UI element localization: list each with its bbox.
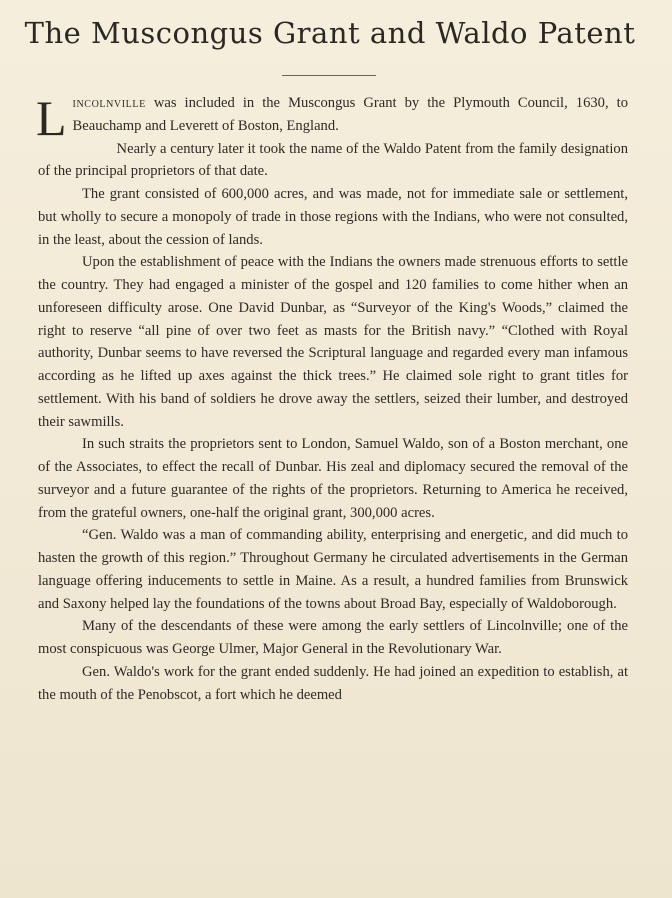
- paragraph-4: Upon the establishment of peace with the Indians the owners made strenuous efforts to settle the country. They had engaged a minister of the gospel and 120 families to come hither when an unforeseen difficulty arose. One David Dunbar, as “Surveyor of the King's Woods,” claimed the right to reserve “all pine of over two feet as masts for the British navy.” “Clothed with Royal authority, Dunbar seems to have reversed the Scriptural language and regarded every man infamous according as he lifted up axes against the thick trees.” He claimed sole right to grant titles for settlement. With his band of soldiers he drove away the settlers, seized their lumber, and destroyed their sawmills.: [38, 254, 628, 430]
- paragraph-1: [36, 90, 628, 146]
- paragraph-8: Gen. Waldo's work for the grant ended suddenly. He had joined an expedition to establish, at the mouth of the Penobscot, a fort which he deemed: [38, 663, 628, 703]
- first-word: incolnville: [72, 95, 146, 111]
- paragraph-7: Many of the descendants of these were among the early settlers of Lincolnville; one of the most conspicuous was George Ulmer, Major General in the Revolutionary War.: [38, 618, 628, 657]
- article-body: [38, 92, 628, 706]
- paragraph-2: Nearly a century later it took the name of the Waldo Patent from the family designation of the principal proprietors of that date.: [38, 140, 628, 180]
- drop-cap: L: [36, 90, 67, 146]
- paragraph-5: In such straits the proprietors sent to London, Samuel Waldo, son of a Boston merchant, one of the Associates, to effect the recall of Dunbar. His zeal and diplomacy secured the removal of the surveyor and a future guarantee of the rights of the proprietors. Returning to America he received, from the grateful owners, one-half the original grant, 300,000 acres.: [38, 436, 628, 521]
- paragraph-1-text: was included in the Muscongus Grant by the Plymouth Council, 1630, to Beauchamp and Leverett of Boston, England.: [72, 95, 628, 134]
- title-divider: [282, 75, 376, 76]
- page-title: The Muscongus Grant and Waldo Patent: [24, 16, 636, 50]
- paragraph-6: “Gen. Waldo was a man of commanding ability, enterprising and energetic, and did much to hasten the growth of this region.” Throughout Germany he circulated advertisements in the German language offering inducements to settle in Maine. As a result, a hundred families from Brunswick and Saxony helped lay the foundations of the towns about Broad Bay, especially of Waldoborough.: [38, 527, 628, 612]
- paragraph-3: The grant consisted of 600,000 acres, and was made, not for immediate sale or settlement, but wholly to secure a monopoly of trade in those regions with the Indians, who were not consulted, in the least, about the cession of lands.: [38, 186, 628, 248]
